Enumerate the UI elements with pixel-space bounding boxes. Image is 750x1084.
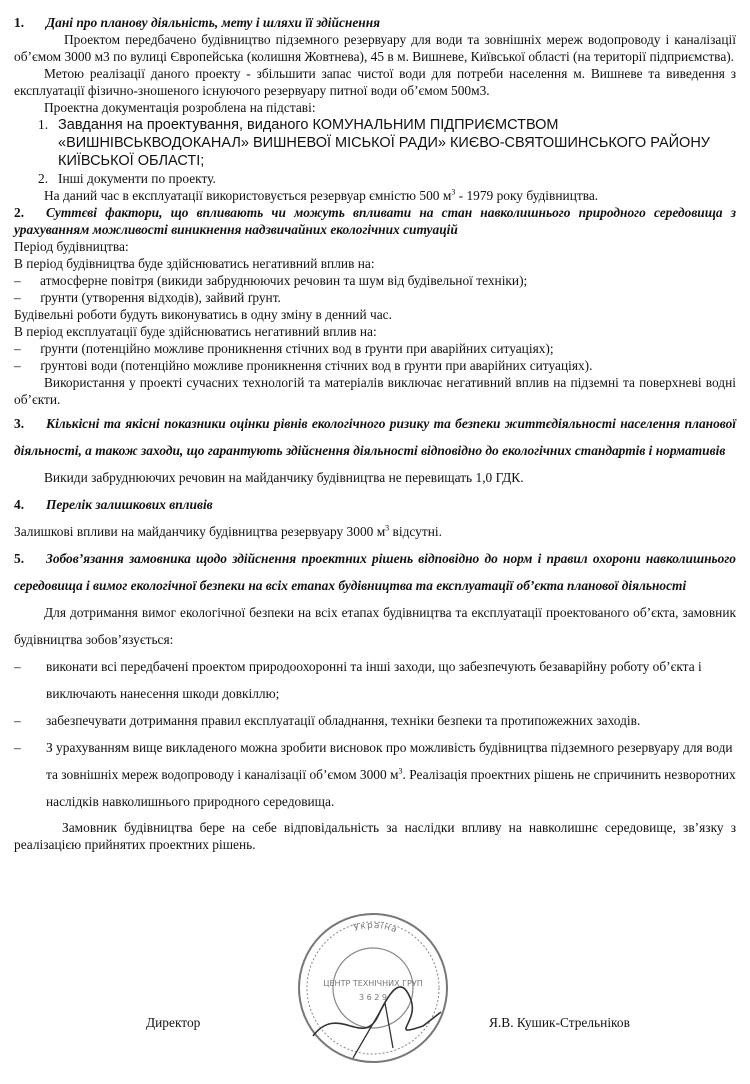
list-item: 1. Завдання на проектування, виданого КОМУНАЛЬНИМ ПІДПРИЄМСТВОМ «ВИШНІВСЬКВОДОКАНАЛ» ВИШНЕВОЇ МІСЬКОЇ РАДИ» КИЄВО-СВЯТОШИНСЬКОГО РАЙОНУ КИЇВСЬКОЇ ОБЛАСТІ; xyxy=(38,117,710,169)
s2-technology-note: Використання у проекті сучасних технологій та матеріалів виключає негативний вплив на підземні та поверхневі водні об’єкти. xyxy=(14,375,736,407)
s1-basis-list xyxy=(38,116,736,187)
stamp-center-text: ЦЕНТР ТЕХНІЧНИХ ГРУП xyxy=(323,979,423,988)
s1-paragraph-project: Проектом передбачено будівництво підземного резервуару для води та зовнішніх мереж водопроводу і каналізації об’ємом 3000 м3 по вулиці Європейська (колишня Жовтнева), 45 в м. Вишневе, Київської області (на території підприємства). xyxy=(14,32,736,64)
s2-construction-period: Період будівництва: xyxy=(14,239,129,254)
section-3-heading: 3. Кількісні та якісні показники оцінки рівнів екологічного ризику та безпеки життєдіяльності населення планової діяльності, а також заходи, що гарантують здійснення діяльності відповідно до екологічних стандартів і нормативів xyxy=(14,416,736,458)
list-item: – ґрунти (утворення відходів), зайвий ґрунт. xyxy=(14,290,281,305)
s5-responsibility: Замовник будівництва бере на себе відповідальність за наслідки впливу на навколишнє середовище, зв’язку з реалізацією прийнятих проектних рішень. xyxy=(14,820,736,852)
list-item: 2. Інші документи по проекту. xyxy=(38,171,216,186)
list-item: – виконати всі передбачені проектом природоохоронні та інші заходи, що забезпечують безаварійну роботу об’єкта і виключають нанесення шкоди довкіллю; xyxy=(14,659,702,701)
list-item: – ґрунти (потенційно можливе проникнення стічних вод в ґрунти при аварійних ситуаціях); xyxy=(14,341,554,356)
section-2-heading: 2. Суттєві фактори, що впливають чи можуть впливати на стан навколишнього природного середовища з урахуванням можливості виникнення надзвичайних екологічних ситуацій xyxy=(14,205,736,237)
list-item: – ґрунтові води (потенційно можливе проникнення стічних вод в ґрунти при аварійних ситуаціях). xyxy=(14,358,593,373)
s2-operation-intro: В період експлуатації буде здійснюватись негативний вплив на: xyxy=(14,324,377,339)
stamp-ring-text: Україна xyxy=(352,920,400,936)
signer-role: Директор xyxy=(146,1015,201,1030)
company-seal-stamp xyxy=(293,908,453,1068)
s1-paragraph-current-reservoir: На даний час в експлуатації використовується резервуар ємністю 500 $м^3 - 1979$ року будівництва. xyxy=(44,187,599,203)
s4-residual-text: Залишкові впливи на майданчику будівництва резервуару 3000 $м^3$ відсутні. xyxy=(14,523,442,539)
s1-paragraph-basis: Проектна документація розроблена на підставі: xyxy=(44,100,316,115)
signer-name: Я.В. Кушик-Стрельніков xyxy=(489,1015,630,1030)
section-1-heading: 1. Дані про планову діяльність, мету і шляхи її здійснення xyxy=(14,15,381,30)
s3-emissions-text: Викиди забруднюючих речовин на майданчику будівництва не перевищать 1,0 ГДК. xyxy=(44,470,524,485)
list-item: – забезпечувати дотримання правил експлуатації обладнання, техніки безпеки та протипожежних заходів. xyxy=(14,713,641,728)
s1-paragraph-goal: Метою реалізації даного проекту - збільшити запас чистої води для потреби населення м. Вишневе та виведення з експлуатації фізично-зношеного існуючого резервуару питної води об’ємом 500м3. xyxy=(14,66,736,98)
signature-stroke xyxy=(353,1003,393,1058)
section-4-heading: 4. Перелік залишкових впливів xyxy=(14,497,213,512)
section-5-heading: 5. Зобов’язання замовника щодо здійснення проектних рішень відповідно до норм і правил охорони навколишнього середовища і вимог екологічної безпеки на всіх етапах будівництва та експлуатації об’єкта планової діяльності xyxy=(14,551,736,593)
list-item: – атмосферне повітря (викиди забруднюючих речовин та шум від будівельної техніки); xyxy=(14,273,528,288)
s5-intro: Для дотримання вимог екологічної безпеки на всіх етапах будівництва та експлуатації проектованого об’єкта, замовник будівництва зобов’язується: xyxy=(14,605,736,647)
list-item: – З урахуванням вище викладеного можна зробити висновок про можливість будівництва підземного резервуару для води та зовнішніх мереж водопроводу і каналізації об’ємом 3000 $м^3$. Реалізація проектних рішень не спричинить незворотних наслідків навколишнього природного середовища. xyxy=(14,740,736,809)
s2-shift-note: Будівельні роботи будуть виконуватись в одну зміну в денний час. xyxy=(14,307,392,322)
stamp-code: 3 6 2 9 xyxy=(359,993,387,1002)
s2-construction-intro: В період будівництва буде здійснюватись негативний вплив на: xyxy=(14,256,375,271)
